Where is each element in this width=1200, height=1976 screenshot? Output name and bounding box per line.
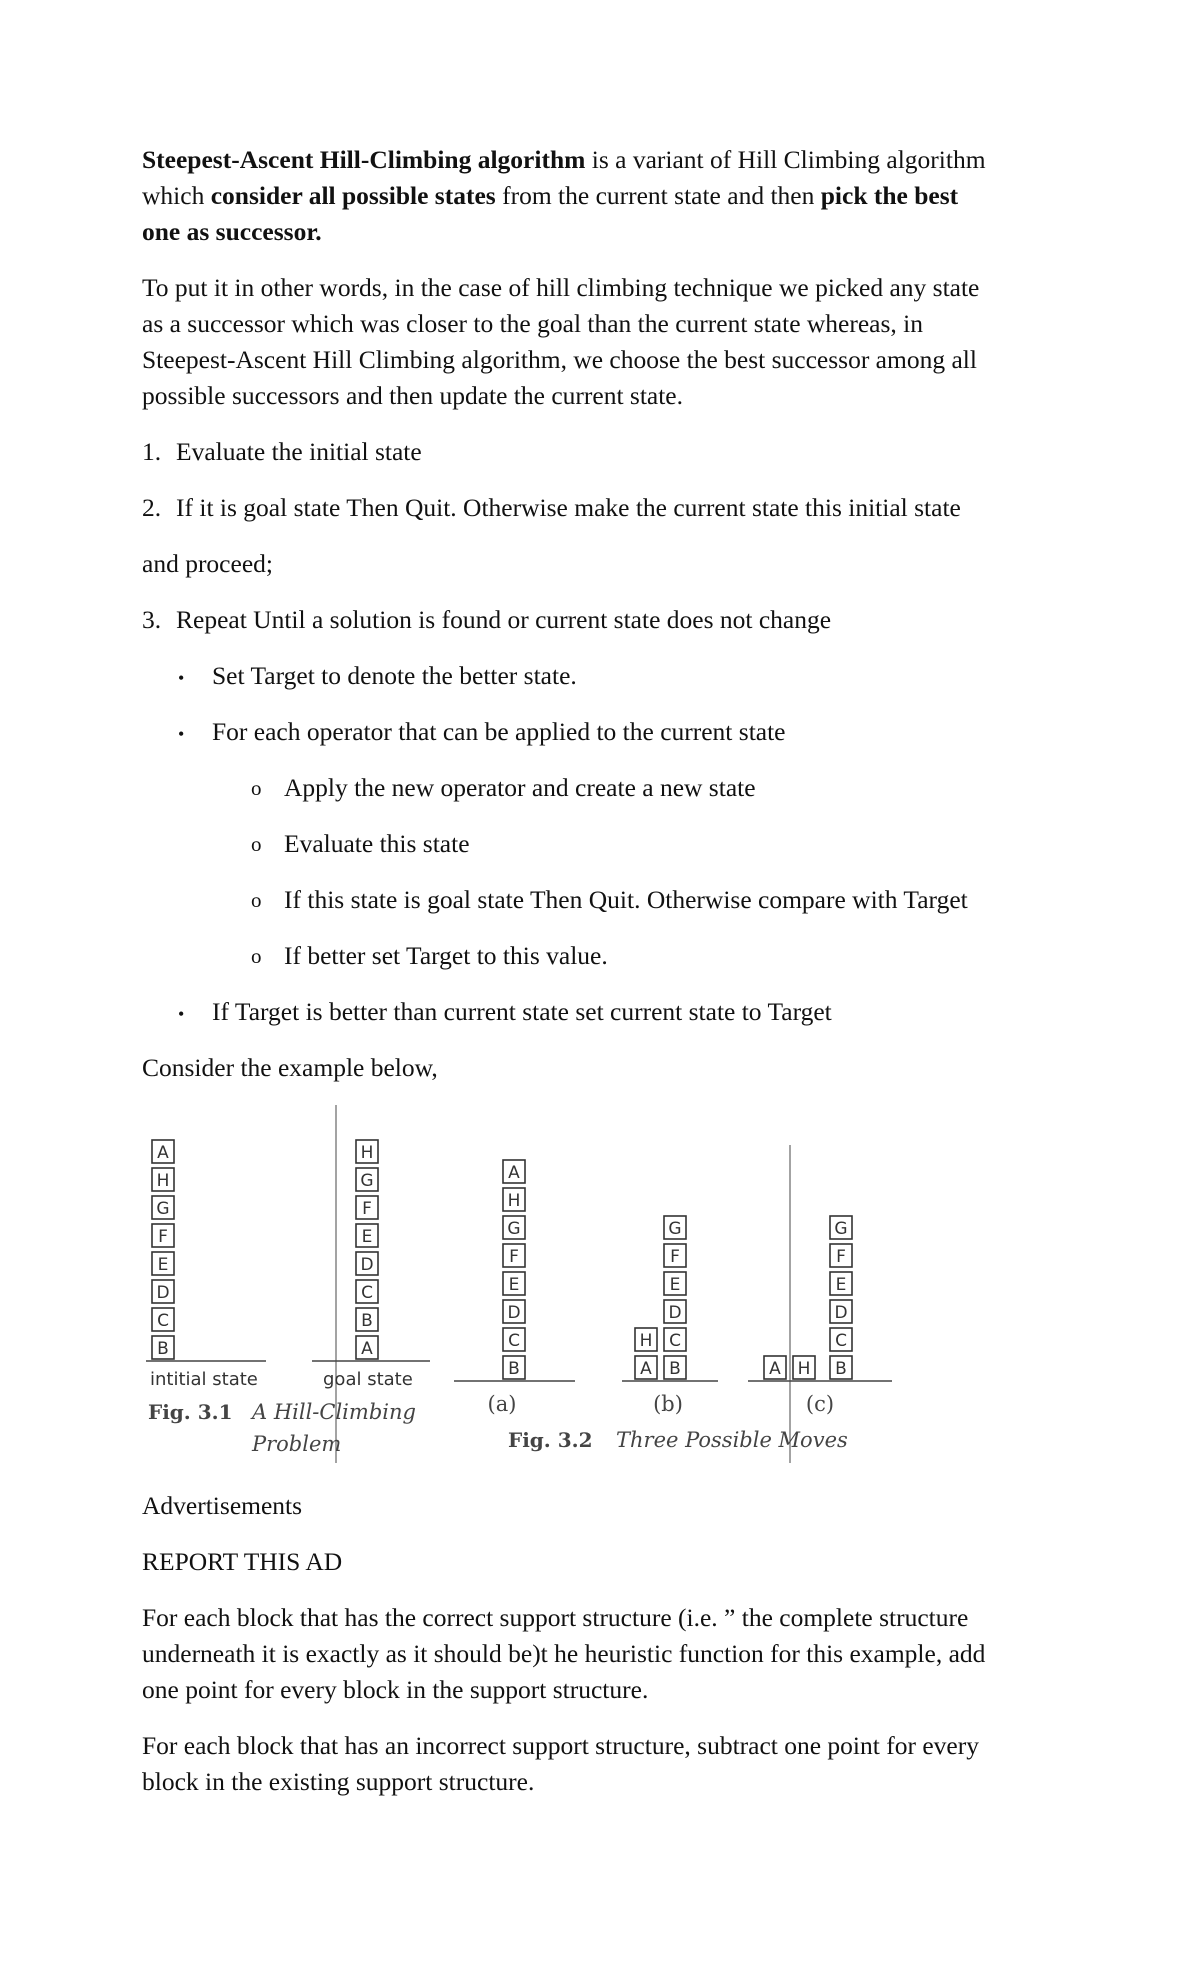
sub-bullet-marker: o [251,832,262,856]
para2-line: as a successor which was closer to the goal than the current state whereas, in [142,309,924,338]
block-letter: F [362,1199,372,1219]
consider-text: Consider the example below, [142,1053,438,1082]
step-text: If it is goal state Then Quit. Otherwise make the current state this initial state [176,493,961,522]
bullet-marker: • [178,1004,185,1024]
step-number: 1. [142,437,162,466]
intro-line-2 [142,178,958,214]
intro-text-1: is a variant of Hill Climbing algorithm [585,145,986,174]
block-letter: G [507,1219,521,1239]
block-letter: A [640,1359,652,1379]
para4-line: block in the existing support structure. [142,1767,535,1796]
block-letter: F [158,1227,168,1247]
report-ad-link[interactable]: REPORT THIS AD [142,1547,343,1576]
bullet-item: For each operator that can be applied to the current state [212,717,786,746]
block-letter: E [157,1255,169,1275]
fig-3-2-number: Fig. 3.2 [508,1428,593,1452]
para3-line: For each block that has the correct support structure (i.e. ” the complete structure [142,1603,969,1632]
bullet-marker: • [178,724,185,744]
intro-text-3: from the current state and then [495,181,821,210]
block-letter: G [668,1219,682,1239]
block-letter: C [508,1331,520,1351]
hill-climbing-figure [140,1105,900,1475]
step-text: Repeat Until a solution is found or current state does not change [176,605,832,634]
initial-state-label: intitial state [150,1369,258,1390]
block-letter: E [508,1275,520,1295]
block-letter: D [668,1303,682,1323]
block-letter: A [769,1359,781,1379]
block-letter: H [639,1331,653,1351]
block-stacks [152,1140,852,1379]
fig-3-1-caption: A Hill-Climbing [252,1400,416,1424]
bullet-item: Set Target to denote the better state. [212,661,577,690]
bullet-marker: • [178,668,185,688]
para4-line: For each block that has an incorrect support structure, subtract one point for every [142,1731,979,1760]
block-letter: D [507,1303,521,1323]
para2-line: Steepest-Ascent Hill Climbing algorithm, we choose the best successor among all [142,345,977,374]
fig-3-1-caption: Problem [252,1432,342,1456]
para3-line: underneath it is exactly as it should be)t he heuristic function for this example, add [142,1639,986,1668]
block-letter: A [508,1163,520,1183]
block-letter: D [156,1283,170,1303]
intro-bold-3: pick the best [820,181,959,210]
goal-state-label: goal state [323,1369,413,1390]
para2-line: To put it in other words, in the case of hill climbing technique we picked any state [142,273,980,302]
block-letter: C [669,1331,681,1351]
intro-bold-2: consider all possible states [210,181,496,210]
block-letter: A [361,1339,373,1359]
block-letter: F [836,1247,846,1267]
move-a-label: (a) [487,1392,517,1416]
sub-bullet-marker: o [251,776,262,800]
step-text: Evaluate the initial state [176,437,422,466]
move-b-label: (b) [653,1392,683,1416]
step-number: 3. [142,605,162,634]
block-letter: D [834,1303,848,1323]
block-letter: C [157,1311,169,1331]
block-letter: B [669,1359,681,1379]
block-letter: C [361,1283,373,1303]
fig-3-1-number: Fig. 3.1 [148,1400,233,1424]
para2-line: possible successors and then update the current state. [142,381,684,410]
block-letter: C [835,1331,847,1351]
step-number: 2. [142,493,162,522]
block-letter: B [361,1311,373,1331]
step-text-continued: and proceed; [142,549,273,578]
block-letter: B [157,1339,169,1359]
advertisements-label: Advertisements [142,1491,303,1520]
sub-bullet-item: If this state is goal state Then Quit. Otherwise compare with Target [284,885,968,914]
block-letter: G [834,1219,848,1239]
block-letter: H [360,1143,374,1163]
block-letter: D [360,1255,374,1275]
block-letter: H [507,1191,521,1211]
block-letter: E [835,1275,847,1295]
intro-text-2: which [142,181,211,210]
intro-bold-4: one as successor. [142,217,322,246]
block-letter: G [156,1199,170,1219]
sub-bullet-item: If better set Target to this value. [284,941,608,970]
block-letter: B [835,1359,847,1379]
block-letter: G [360,1171,374,1191]
fig-3-2-caption: Three Possible Moves [616,1428,848,1452]
sub-bullet-item: Evaluate this state [284,829,470,858]
block-letter: A [157,1143,169,1163]
block-letter: H [797,1359,811,1379]
block-letter: B [508,1359,520,1379]
blocks-diagram [140,1105,900,1475]
intro-line-1 [142,142,986,178]
sub-bullet-marker: o [251,944,262,968]
sub-bullet-item: Apply the new operator and create a new state [284,773,756,802]
intro-line-3 [142,214,322,250]
block-letter: E [669,1275,681,1295]
para3-line: one point for every block in the support structure. [142,1675,649,1704]
sub-bullet-marker: o [251,888,262,912]
bullet-item: If Target is better than current state set current state to Target [212,997,832,1026]
block-letter: F [509,1247,519,1267]
block-letter: F [670,1247,680,1267]
block-letter: H [156,1171,170,1191]
block-letter: E [361,1227,373,1247]
algorithm-term: Steepest-Ascent Hill-Climbing algorithm [142,145,586,174]
move-c-label: (c) [805,1392,835,1416]
